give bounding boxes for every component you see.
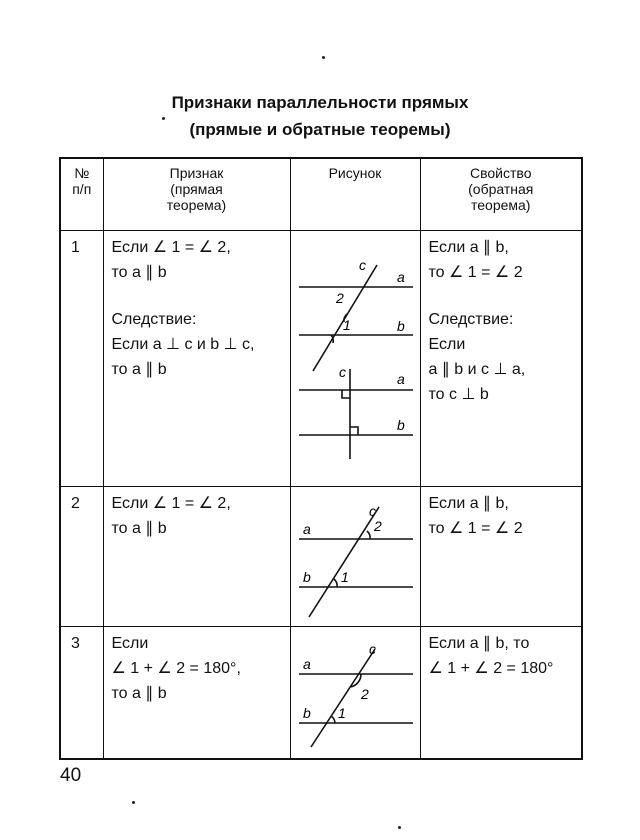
- figure-cell: [290, 486, 420, 626]
- label-a: a: [302, 655, 311, 672]
- row-number: 2: [60, 486, 103, 626]
- sign-line: Если: [111, 634, 149, 652]
- sign-line: ∠ 1 + ∠ 2 = 180°,: [111, 659, 241, 677]
- sign-cell: [103, 486, 290, 626]
- property-line: то ∠ 1 = ∠ 2: [428, 519, 523, 537]
- sign-line: Если ∠ 1 = ∠ 2,: [111, 238, 231, 256]
- sign-cell: [103, 626, 290, 759]
- theorems-table: [59, 157, 583, 760]
- figure-parallel-lines-1: [291, 231, 420, 481]
- page-number: 40: [60, 765, 82, 786]
- scan-speck: [132, 801, 135, 804]
- property-line: Если a ∥ b, то: [428, 634, 530, 652]
- row-number: 1: [60, 230, 103, 486]
- label-angle-2: 2: [335, 289, 344, 306]
- sign-cell: [103, 230, 290, 486]
- label-c: c: [358, 256, 366, 273]
- label-c: c: [338, 363, 346, 380]
- property-corollary-line: то c ⊥ b: [428, 385, 489, 403]
- property-line: то ∠ 1 = ∠ 2: [428, 263, 523, 281]
- label-b: b: [302, 704, 311, 721]
- sign-line: Если ∠ 1 = ∠ 2,: [111, 494, 231, 512]
- label-a: a: [396, 268, 405, 285]
- sign-corollary-line: Если a ⊥ c и b ⊥ c,: [111, 335, 255, 353]
- sign-corollary-line: Следствие:: [111, 310, 197, 328]
- column-header-sign: Признак (прямая теорема): [103, 158, 290, 230]
- property-corollary-line: Следствие:: [428, 310, 514, 328]
- sign-corollary-line: то a ∥ b: [111, 360, 167, 378]
- label-angle-1: 1: [342, 316, 351, 333]
- label-angle-1: 1: [340, 568, 349, 585]
- figure-parallel-lines-2: [291, 487, 420, 621]
- column-header-number: № п/п: [60, 158, 103, 230]
- property-line: Если a ∥ b,: [428, 494, 509, 512]
- scan-speck: [162, 117, 165, 120]
- row-number: 3: [60, 626, 103, 759]
- property-cell: [420, 626, 582, 759]
- page-subtitle: (прямые и обратные теоремы): [189, 120, 451, 139]
- label-angle-2: 2: [360, 685, 369, 702]
- property-line: Если a ∥ b,: [428, 238, 509, 256]
- label-c: c: [368, 502, 376, 519]
- figure-cell: [290, 626, 420, 759]
- column-header-figure: Рисунок: [290, 158, 420, 230]
- column-header-property: Свойство (обратная теорема): [420, 158, 582, 230]
- label-angle-2: 2: [373, 517, 382, 534]
- label-a: a: [302, 520, 311, 537]
- page-title: Признаки параллельности прямых: [171, 93, 469, 112]
- sign-line: то a ∥ b: [111, 684, 167, 702]
- sign-line: то a ∥ b: [111, 263, 167, 281]
- property-cell: [420, 230, 582, 486]
- label-angle-1: 1: [337, 704, 346, 721]
- label-b: b: [302, 568, 311, 585]
- table-row: [60, 230, 582, 486]
- sign-line: то a ∥ b: [111, 519, 167, 537]
- table-row: [60, 486, 582, 626]
- table-header-row: [60, 158, 582, 230]
- scan-speck: [398, 826, 401, 829]
- label-c: c: [368, 640, 376, 657]
- property-line: ∠ 1 + ∠ 2 = 180°: [428, 659, 554, 677]
- label-b: b: [396, 416, 405, 433]
- label-b: b: [396, 317, 405, 334]
- property-corollary-line: a ∥ b и c ⊥ a,: [428, 360, 526, 378]
- property-cell: [420, 486, 582, 626]
- figure-parallel-lines-3: [291, 627, 420, 753]
- figure-cell: [290, 230, 420, 486]
- label-a: a: [396, 370, 405, 387]
- table-row: [60, 626, 582, 759]
- scan-speck: [322, 56, 325, 59]
- property-corollary-line: Если: [428, 335, 466, 353]
